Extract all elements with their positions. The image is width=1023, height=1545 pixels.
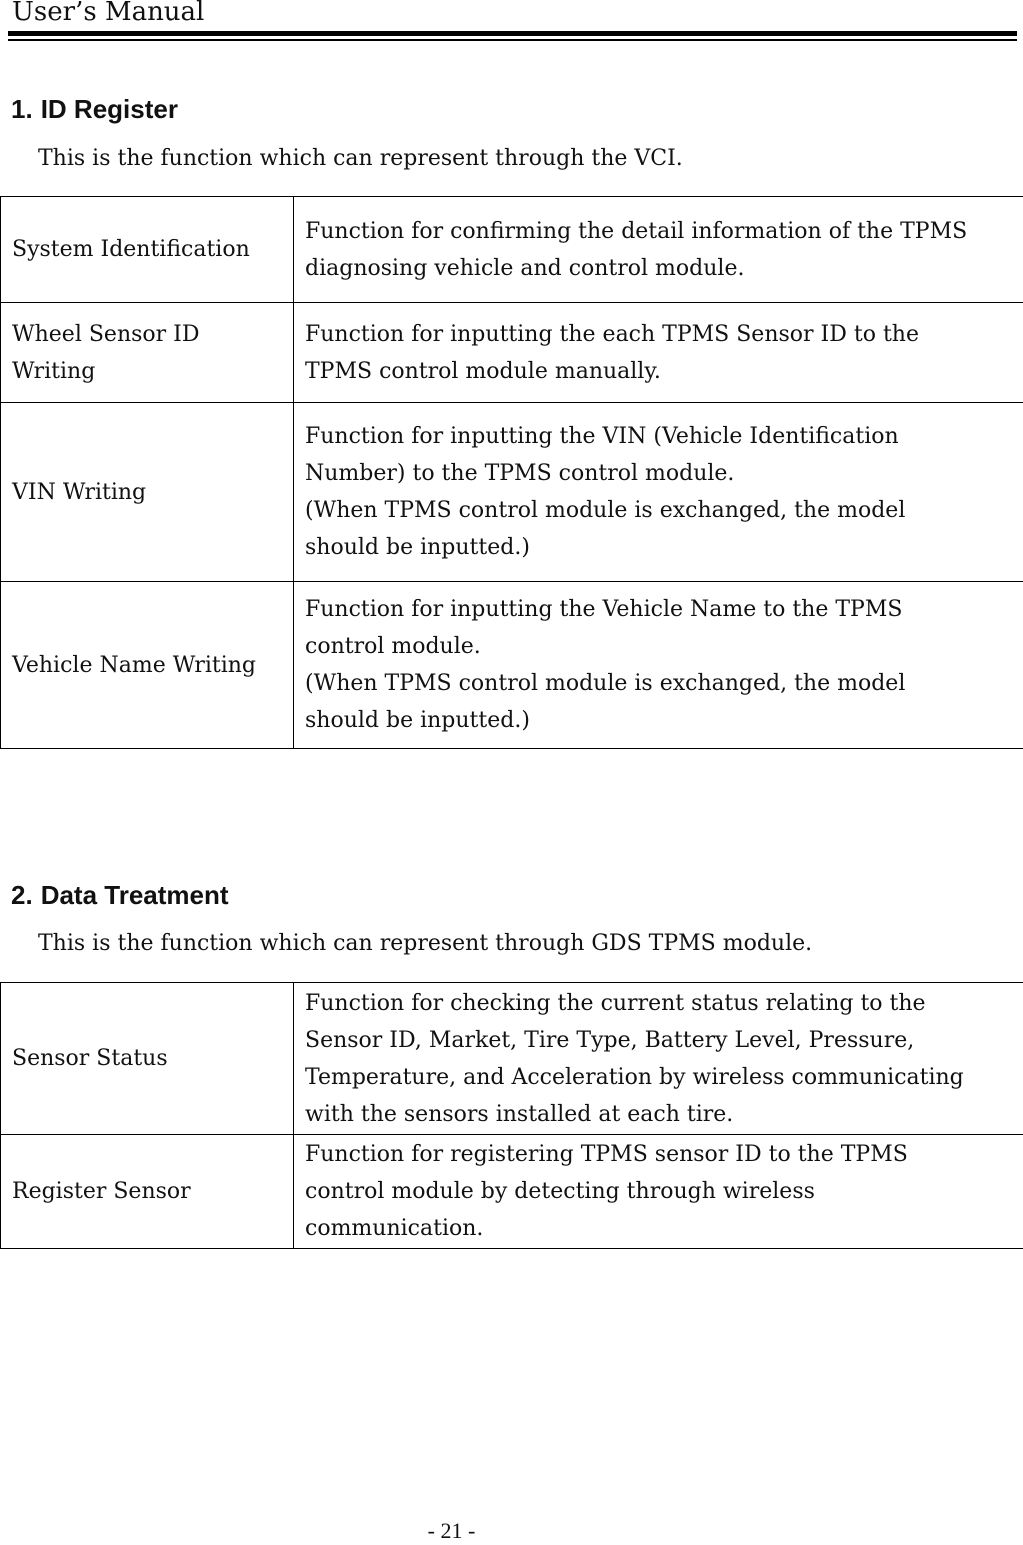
header-rule-thick	[8, 31, 1017, 36]
description-line: control module by detecting through wireless	[305, 1179, 815, 1204]
description-line: communication.	[305, 1216, 484, 1241]
description-line: Function for confirming the detail information of the TPMS	[305, 218, 968, 244]
function-description-cell	[294, 1135, 1023, 1249]
section-title: ID Register	[40, 94, 178, 124]
section-number: 2.	[11, 880, 33, 910]
description-line: should be inputted.)	[305, 535, 530, 560]
function-name-cell	[1, 403, 294, 582]
function-name-cell	[1, 197, 294, 303]
description-line: should be inputted.)	[305, 708, 530, 733]
function-name: Wheel Sensor ID	[12, 321, 200, 347]
table-row	[1, 197, 1023, 303]
section-heading-data-treatment	[11, 880, 229, 910]
description-line: Function for checking the current status relating to the	[305, 990, 926, 1016]
description-line: TPMS control module manually.	[305, 358, 661, 384]
data-treatment-table	[0, 982, 1023, 1249]
table-row	[1, 983, 1023, 1135]
function-name: Register Sensor	[12, 1179, 191, 1204]
function-name: Vehicle Name Writing	[12, 652, 257, 678]
function-description-cell	[294, 983, 1023, 1135]
function-name-cell	[1, 582, 294, 749]
description-line: (When TPMS control module is exchanged, the model	[305, 498, 906, 523]
function-description-cell	[294, 403, 1023, 582]
description-line: Sensor ID, Market, Tire Type, Battery Level, Pressure,	[305, 1027, 915, 1053]
function-name-cell	[1, 983, 294, 1135]
table-row	[1, 582, 1023, 749]
page-header-title: User’s Manual	[12, 0, 205, 27]
description-line: with the sensors installed at each tire.	[305, 1101, 734, 1127]
description-line: Function for inputting the Vehicle Name to the TPMS	[305, 597, 903, 622]
section-intro: This is the function which can represent through GDS TPMS module.	[38, 931, 813, 956]
table-row	[1, 403, 1023, 582]
function-name: System Identification	[12, 237, 250, 262]
description-line: Temperature, and Acceleration by wireless communicating	[305, 1064, 964, 1090]
id-register-table	[0, 196, 1023, 749]
header-rule-thin	[8, 39, 1017, 41]
function-description-cell	[294, 303, 1023, 403]
description-line: Function for registering TPMS sensor ID to the TPMS	[305, 1142, 908, 1167]
description-line: Number) to the TPMS control module.	[305, 461, 735, 486]
table-row	[1, 1135, 1023, 1249]
function-description-cell	[294, 197, 1023, 303]
section-title: Data Treatment	[40, 880, 229, 910]
description-line: Function for inputting the each TPMS Sensor ID to the	[305, 321, 919, 347]
section-intro: This is the function which can represent through the VCI.	[38, 146, 683, 171]
description-line: (When TPMS control module is exchanged, the model	[305, 671, 906, 696]
section-number: 1.	[11, 94, 33, 124]
function-name-cell	[1, 1135, 294, 1249]
description-line: diagnosing vehicle and control module.	[305, 255, 745, 281]
function-name: Writing	[12, 358, 96, 384]
description-line: Function for inputting the VIN (Vehicle Identification	[305, 424, 899, 449]
function-name-cell	[1, 303, 294, 403]
function-description-cell	[294, 582, 1023, 749]
section-heading-id-register	[11, 94, 178, 124]
function-name: Sensor Status	[12, 1046, 168, 1071]
function-name: VIN Writing	[12, 479, 147, 505]
table-row	[1, 303, 1023, 403]
description-line: control module.	[305, 634, 481, 659]
page-number: - 21 -	[427, 1518, 476, 1543]
